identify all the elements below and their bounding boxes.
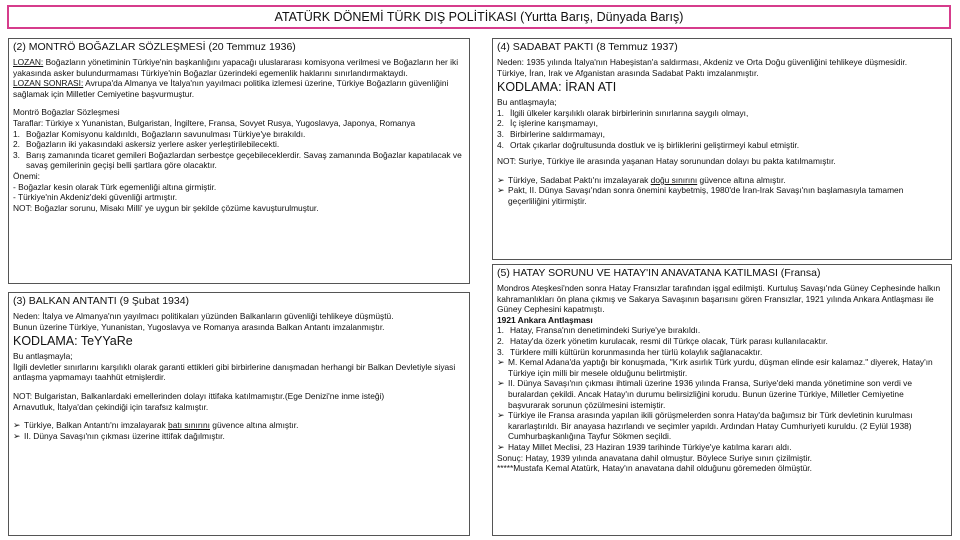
hatay-item-3: 3. Türklere milli kültürün korunmasında her türlü kolaylık sağlanacaktır. <box>497 346 763 357</box>
hatay-arrow-2: ➢ II. Dünya Savaşı'nın çıkması ihtimali üzerine 1936 yılında Fransa, Suriye'deki manda yönetimine son verdi ve buralardan çekildi. Ancak Hatay'ın durumu belirsizliğini korudu. Bunun üzerine Türkiye, Milletler Cemiyetine başvurarak sorunun çözülmesini istemiştir. <box>497 378 912 410</box>
balkan-antlasmayla: Bu antlaşmayla; <box>13 351 73 362</box>
balkan-kodlama: KODLAMA: TeYYaRe <box>13 334 133 349</box>
sadabat-not: NOT: Suriye, Türkiye ile arasında yaşanan Hatay sorunundan dolayı bu pakta katılmamıştır. <box>497 156 836 167</box>
arrow-bullet-icon: ➢ <box>497 174 505 185</box>
montro-heading: (2) MONTRÖ BOĞAZLAR SÖZLEŞMESİ (20 Temmuz 1936) <box>13 41 296 53</box>
lozan-paragraph <box>13 57 465 78</box>
lozan-label: LOZAN: <box>13 57 44 67</box>
lozan-sonrasi-text: Avrupa'da Almanya ve İtalya'nın yayılmacı politika izlemesi üzerine, Türkiye Boğazların güvenliğini sağlamak için Milletler Cemiyetine başvurmuştur. <box>13 78 449 99</box>
hatay-item-1: 1. Hatay, Fransa'nın denetimindeki Suriye'ye bırakıldı. <box>497 325 701 336</box>
sadabat-item-1: 1. İlgili ülkeler karşılıklı olarak birbirlerinin sınırlarına saygılı olmayı, <box>497 107 749 118</box>
arrow-bullet-icon: ➢ <box>497 378 505 389</box>
montro-not: NOT: Boğazlar sorunu, Misakı Milli' ye uygun bir şekilde çözüme kavuşturulmuştur. <box>13 202 319 213</box>
balkan-arnavutluk: Arnavutluk, İtalya'dan çekindiği için tarafsız kalmıştır. <box>13 401 209 412</box>
lozan-text: Boğazların yönetiminin Türkiye'nin başkanlığını yapacağı uluslararası komisyona verilmesi ve Boğazların her iki yakasında asker bulundurmaması Türkiye'nin Boğazlar üzerindeki egemenlik haklarını sınırlandırmaktaydı. <box>13 57 459 78</box>
balkan-heading: (3) BALKAN ANTANTI (9 Şubat 1934) <box>13 295 190 307</box>
hatay-arrow-3: ➢ Türkiye ile Fransa arasında yapılan ikili görüşmelerden sonra Hatay'da bağımsız bir Türk devletinin kurulması kararlaştırıldı. Bir anayasa hazırlandı ve seçimler yapıldı. Ardından Hatay Cumhuriyeti kuruldu. (2 Eylül 1938) Cumhurbaşkanlığına Tayfur Sökmen seçildi. <box>497 410 913 442</box>
montro-onemi-1: - Boğazlar kesin olarak Türk egemenliği altına girmiştir. <box>13 181 217 192</box>
hatay-giris: Mondros Ateşkesi'nden sonra Hatay Fransızlar tarafından işgal edilmişti. Kurtuluş Savaşı'nda Güney Cephesinde halkın kahramanlıkları ön plana çıkmış ve Sakarya Savaşının başarısını gören Fransızlar, 1921 yılında Ankara Antlaşması ile Güney Cephesini kapatmıştı. <box>497 283 941 315</box>
arrow-bullet-icon: ➢ <box>13 430 21 441</box>
hatay-sonuc: Sonuç: Hatay, 1939 yılında anavatana dahil olmuştur. Böylece Suriye sınırı çizilmiştir. <box>497 452 812 463</box>
page-title: ATATÜRK DÖNEMİ TÜRK DIŞ POLİTİKASI (Yurtta Barış, Dünyada Barış) <box>7 5 951 29</box>
hatay-heading: (5) HATAY SORUNU VE HATAY'IN ANAVATANA KATILMASI (Fransa) <box>497 267 821 279</box>
montro-subtitle: Montrö Boğazlar Sözleşmesi <box>13 107 120 118</box>
hatay-ankara-antlasmasi: 1921 Ankara Antlaşması <box>497 314 593 325</box>
montro-item-2: 2. Boğazların iki yakasındaki askersiz yerlere asker yerleştirilebilecekti. <box>13 139 280 150</box>
montro-item-1: 1. Boğazlar Komisyonu kaldırıldı, Boğazların savunulması Türkiye'ye bırakıldı. <box>13 128 306 139</box>
balkan-taahhut: İlgili devletler sınırlarını karşılıklı olarak garanti ettikleri gibi birbirlerine danışmadan herhangi bir Balkan Devletiyle siyasi antlaşma yapmamayı taahhüt etmişlerdir. <box>13 361 456 383</box>
sadabat-arrow-1: ➢ Türkiye, Sadabat Paktı'nı imzalayarak doğu sınırını güvence altına almıştır. <box>497 174 786 185</box>
sadabat-section <box>492 38 952 260</box>
balkan-arrow-1: ➢ Türkiye, Balkan Antantı'nı imzalayarak batı sınırını güvence altına almıştır. <box>13 420 299 431</box>
lozan-sonrasi-paragraph <box>13 78 465 99</box>
montro-onemi-2: - Türkiye'nin Akdeniz'deki güvenliği artmıştır. <box>13 192 178 203</box>
sadabat-item-3: 3. Birbirlerine saldırmamayı, <box>497 128 605 139</box>
hatay-arrow-4: ➢ Hatay Millet Meclisi, 23 Haziran 1939 tarihinde Türkiye'ye katılma kararı aldı. <box>497 441 792 452</box>
arrow-bullet-icon: ➢ <box>497 441 505 452</box>
balkan-section <box>8 292 470 536</box>
balkan-neden: Neden: İtalya ve Almanya'nın yayılmacı politikaları yüzünden Balkanların güvenliği tehlikeye düşmüştü. <box>13 311 394 321</box>
arrow-bullet-icon: ➢ <box>497 185 505 196</box>
sadabat-imza: Türkiye, İran, Irak ve Afganistan arasında Sadabat Paktı imzalanmıştır. <box>497 67 759 78</box>
arrow-bullet-icon: ➢ <box>497 410 505 421</box>
hatay-section <box>492 264 952 536</box>
balkan-arrow-2: ➢ II. Dünya Savaşı'nın çıkması üzerine ittifak dağılmıştır. <box>13 430 225 441</box>
montro-item-3: 3. Barış zamanında ticaret gemileri Boğazlardan serbestçe geçebileceklerdir. Savaş zamanında Boğazlar kapatılacak ve savaş gemilerinin geçişi belli şartlara göre olacaktır. <box>13 149 462 171</box>
lozan-sonrasi-label: LOZAN SONRASI: <box>13 78 84 89</box>
arrow-bullet-icon: ➢ <box>497 357 505 368</box>
hatay-arrow-1: ➢ M. Kemal Adana'da yaptığı bir konuşmada, "Kırk asırlık Türk yurdu, düşman elinde esir kalamaz." diyerek, Hatay'ın Türkiye için milli bir mesele olduğunu belirtmiştir. <box>497 357 933 378</box>
hatay-son-not: *****Mustafa Kemal Atatürk, Hatay'ın anavatana dahil olduğunu göremeden ölmüştür. <box>497 463 812 474</box>
montro-taraflar: Taraflar: Türkiye x Yunanistan, Bulgaristan, İngiltere, Fransa, Sovyet Rusya, Yugoslavya, Japonya, Romanya <box>13 117 416 128</box>
sadabat-kodlama: KODLAMA: İRAN ATI <box>497 80 617 95</box>
montro-onemi: Önemi: <box>13 170 40 181</box>
sadabat-neden: Neden: 1935 yılında İtalya'nın Habeşistan'a saldırması, Akdeniz ve Orta Doğu güvenliğini tehlikeye düşmesidir. <box>497 57 908 67</box>
balkan-not: NOT: Bulgaristan, Balkanlardaki emellerinden dolayı ittifaka katılmamıştır.(Ege Denizi'ne inme isteği) <box>13 390 385 401</box>
sadabat-antlasmayla: Bu antlaşmayla; <box>497 97 557 108</box>
sadabat-heading: (4) SADABAT PAKTI (8 Temmuz 1937) <box>497 41 678 53</box>
hatay-item-2: 2. Hatay'da özerk yönetim kurulacak, resmi dil Türkçe olacak, Türk parası kullanılacaktır. <box>497 335 828 346</box>
sadabat-item-4: 4. Ortak çıkarlar doğrultusunda dostluk ve iş birliklerini geliştirmeyi kabul etmiştir. <box>497 139 800 150</box>
balkan-imza: Bunun üzerine Türkiye, Yunanistan, Yugoslavya ve Romanya arasında Balkan Antantı imzalanmıştır. <box>13 321 385 332</box>
montro-section <box>8 38 470 284</box>
sadabat-arrow-2: ➢ Pakt, II. Dünya Savaşı'ndan sonra önemini kaybetmiş, 1980'de İran-Irak Savaşı'nın başlamasıyla tamamen geçerliliğini yitirmiştir. <box>497 185 904 206</box>
arrow-bullet-icon: ➢ <box>13 420 21 431</box>
sadabat-item-2: 2. İç işlerine karışmamayı, <box>497 118 598 129</box>
